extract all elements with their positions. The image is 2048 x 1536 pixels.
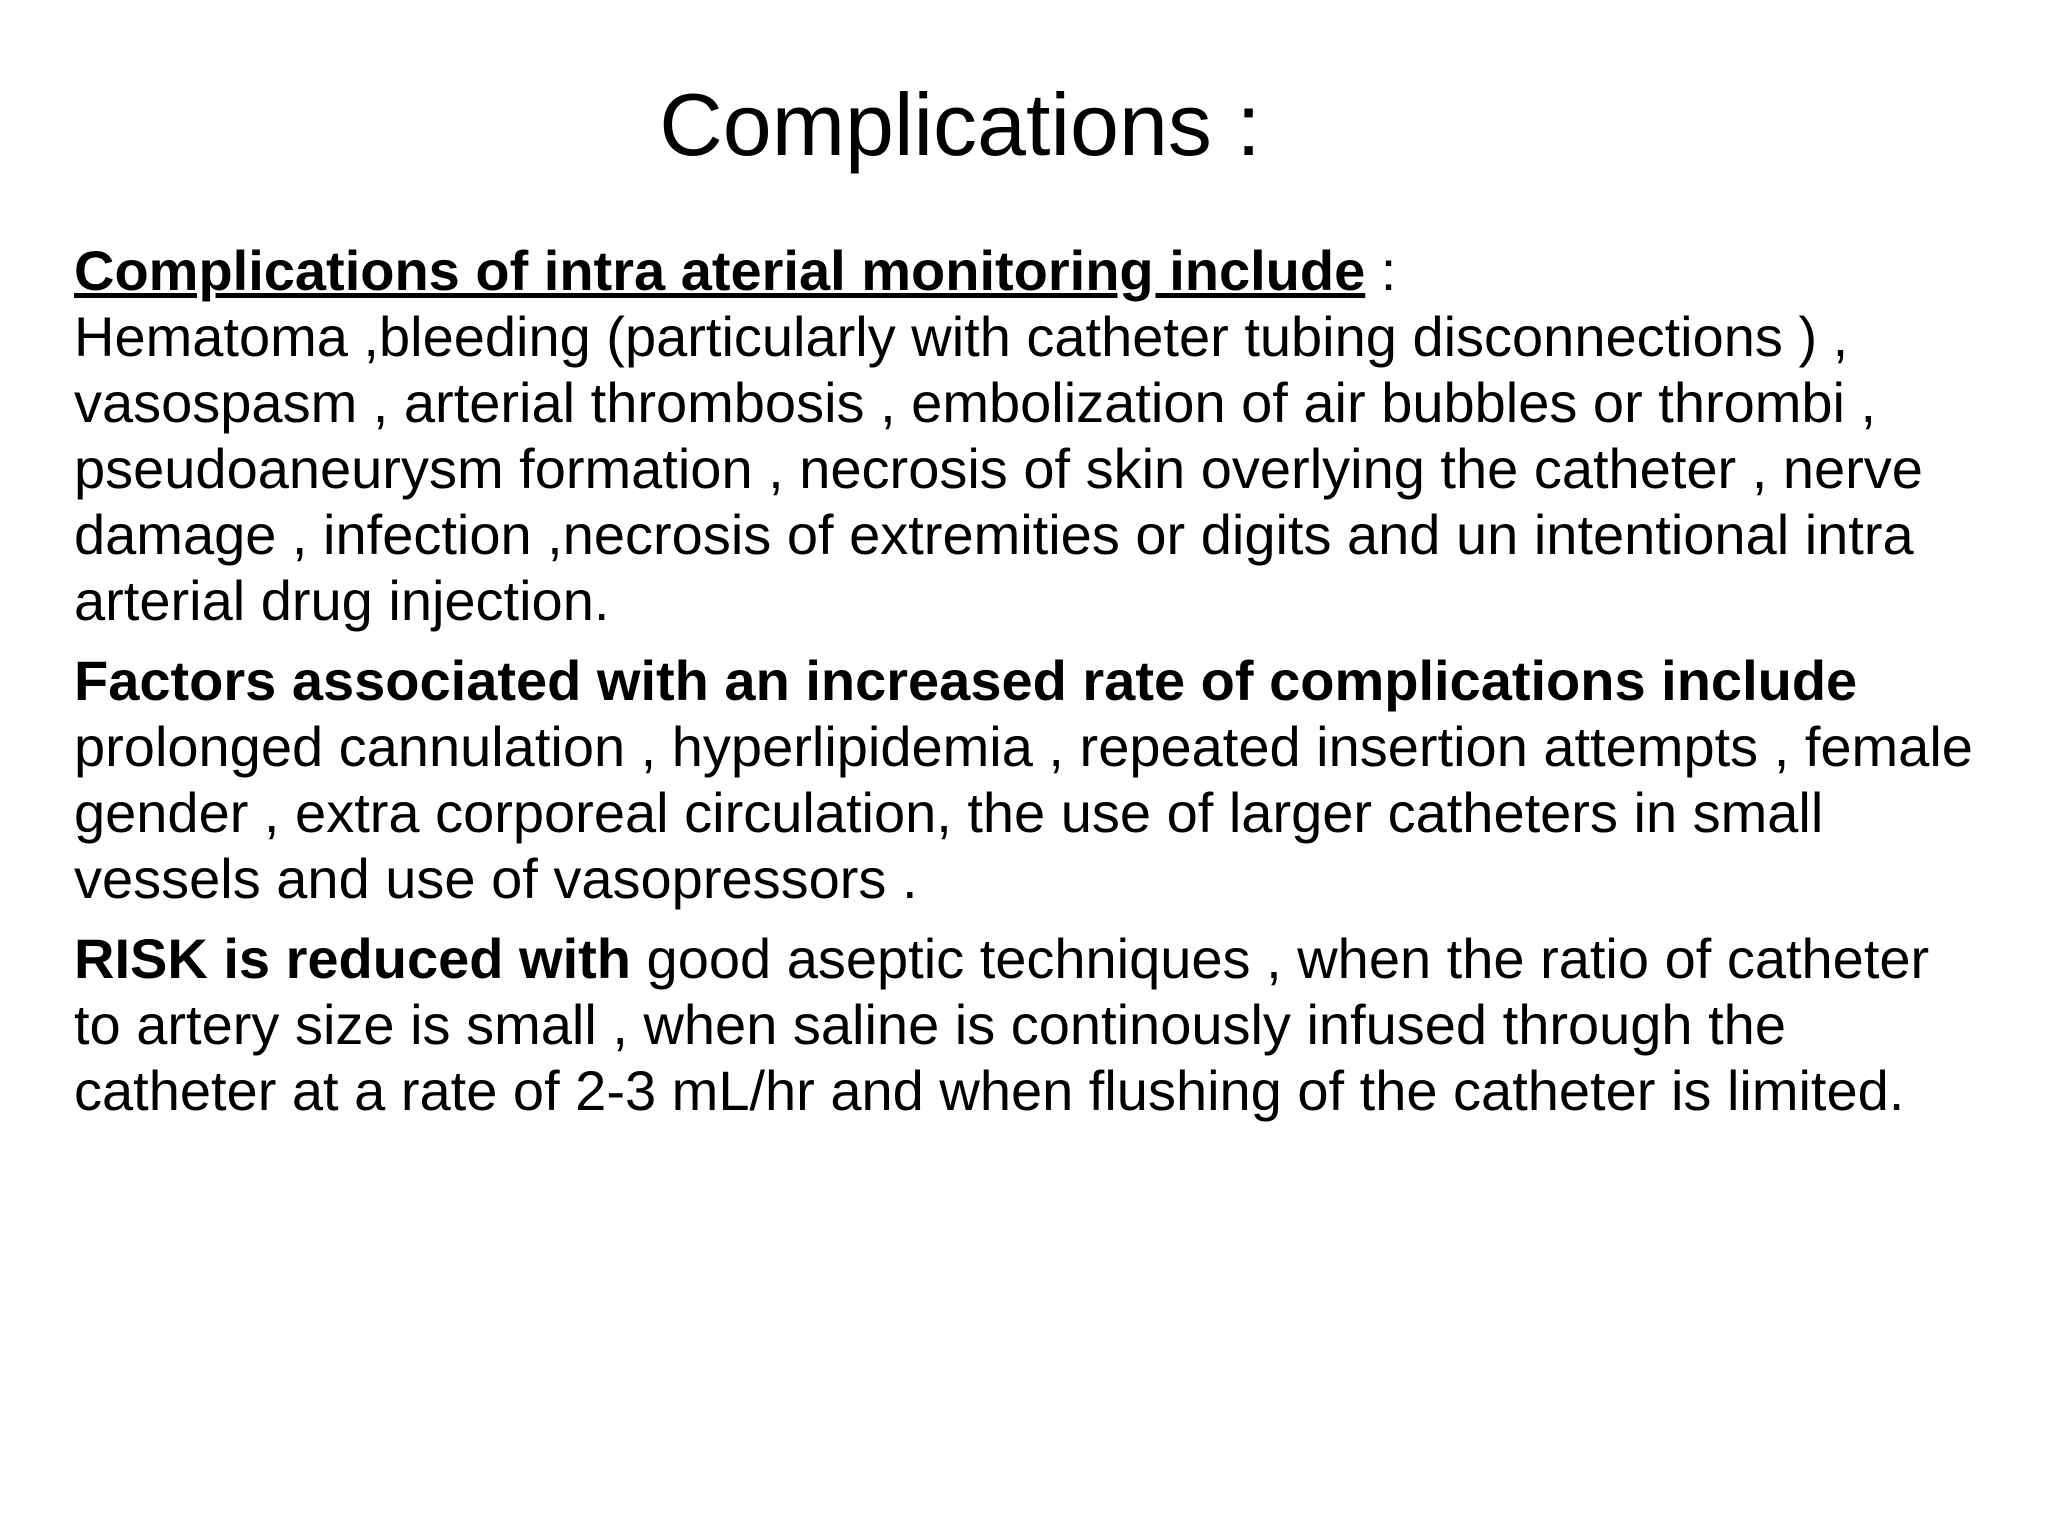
paragraph-complications: [74, 238, 1974, 634]
paragraph-factors: [74, 648, 1974, 912]
complications-body: Hematoma ,bleeding (particularly with catheter tubing disconnections ) , vasospasm , arterial thrombosis , embolization of air bubbles or thrombi , pseudoaneurysm formation , necrosis of skin overlying the catheter , nerve damage , infection ,necrosis of extremities or digits and un intentional intra arterial drug injection.: [74, 305, 1923, 632]
slide-content: [74, 238, 1974, 1138]
factors-body: prolonged cannulation , hyperlipidemia , repeated insertion attempts , female gender , extra corporeal circulation, the use of larger catheters in small vessels and use of vasopressors .: [74, 715, 1973, 910]
slide-title: Complications :: [659, 75, 1261, 174]
risk-body: good aseptic techniques , when the ratio of catheter to artery size is small , when saline is continously infused through the catheter at a rate of 2-3 mL/hr and when flushing of the catheter is limited.: [74, 927, 1930, 1122]
factors-heading: Factors associated with an increased rate of complications include: [74, 649, 1858, 712]
risk-heading: RISK is reduced with: [74, 927, 631, 990]
complications-heading-colon: :: [1365, 239, 1397, 302]
paragraph-risk: [74, 926, 1974, 1124]
complications-heading: Complications of intra aterial monitoring include: [74, 239, 1366, 302]
